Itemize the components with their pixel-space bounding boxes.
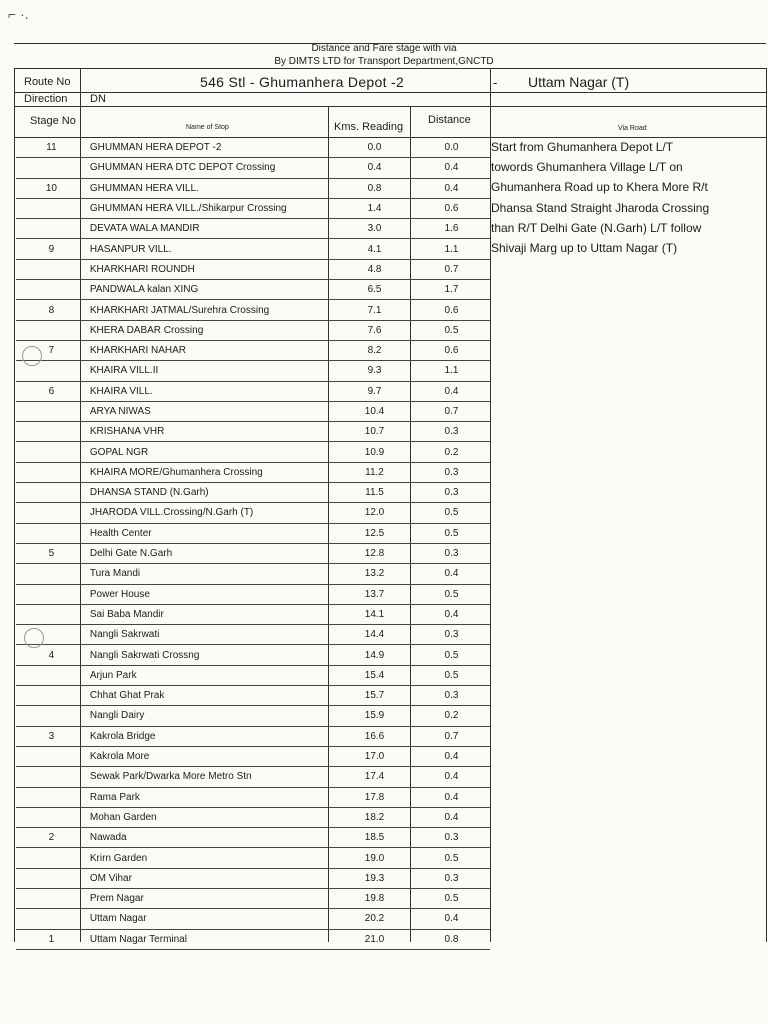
punch-hole bbox=[24, 628, 44, 648]
stage-number bbox=[16, 422, 87, 442]
stop-distance: 0.7 bbox=[413, 726, 490, 746]
stage-number: 2 bbox=[16, 828, 87, 848]
stop-distance: 0.5 bbox=[413, 665, 490, 685]
kms-reading: 13.2 bbox=[336, 564, 413, 584]
stop-name: Chhat Ghat Prak bbox=[87, 686, 336, 706]
stop-distance: 1.1 bbox=[413, 361, 490, 381]
via-line: Dhansa Stand Straight Jharoda Crossing bbox=[491, 200, 710, 215]
stop-name: GOPAL NGR bbox=[87, 442, 336, 462]
stop-name: Uttam Nagar bbox=[87, 909, 336, 929]
table-row bbox=[16, 868, 490, 888]
kms-reading: 13.7 bbox=[336, 584, 413, 604]
stage-number bbox=[16, 746, 87, 766]
stage-number bbox=[16, 888, 87, 908]
route-separator: - bbox=[493, 75, 498, 90]
kms-reading: 11.5 bbox=[336, 483, 413, 503]
stop-distance: 0.6 bbox=[413, 198, 490, 218]
stop-name: KRISHANA VHR bbox=[87, 422, 336, 442]
route-name: 546 Stl - Ghumanhera Depot -2 bbox=[200, 74, 405, 90]
stage-number: 9 bbox=[16, 239, 87, 259]
kms-reading: 15.9 bbox=[336, 706, 413, 726]
stops-table bbox=[16, 138, 490, 950]
stop-distance: 0.5 bbox=[413, 523, 490, 543]
kms-reading: 14.9 bbox=[336, 645, 413, 665]
stop-name: Arjun Park bbox=[87, 665, 336, 685]
stage-number bbox=[16, 442, 87, 462]
kms-reading: 0.0 bbox=[336, 138, 413, 158]
table-row bbox=[16, 929, 490, 949]
direction-value: DN bbox=[90, 93, 106, 105]
stage-number: 6 bbox=[16, 381, 87, 401]
stop-name: Nawada bbox=[87, 828, 336, 848]
route-no-label: Route No bbox=[24, 76, 71, 88]
stop-name: Kakrola More bbox=[87, 746, 336, 766]
kms-reading: 18.2 bbox=[336, 807, 413, 827]
stage-number bbox=[16, 686, 87, 706]
kms-reading: 20.2 bbox=[336, 909, 413, 929]
stop-name: Kakrola Bridge bbox=[87, 726, 336, 746]
stop-name: Uttam Nagar Terminal bbox=[87, 929, 336, 949]
kms-reading: 3.0 bbox=[336, 219, 413, 239]
kms-reading: 7.1 bbox=[336, 300, 413, 320]
via-road-description bbox=[491, 137, 767, 258]
stop-distance: 0.5 bbox=[413, 645, 490, 665]
kms-reading: 19.8 bbox=[336, 888, 413, 908]
stop-name: Krirn Garden bbox=[87, 848, 336, 868]
stage-number bbox=[16, 320, 87, 340]
stop-distance: 1.6 bbox=[413, 219, 490, 239]
document-subtitle: By DIMTS LTD for Transport Department,GNCTD bbox=[274, 56, 494, 67]
kms-reading: 8.2 bbox=[336, 340, 413, 360]
stop-name: Power House bbox=[87, 584, 336, 604]
stage-number bbox=[16, 868, 87, 888]
col-kms-header: Kms. Reading bbox=[334, 121, 404, 133]
stop-distance: 0.7 bbox=[413, 259, 490, 279]
table-row bbox=[16, 909, 490, 929]
kms-reading: 10.4 bbox=[336, 401, 413, 421]
table-row bbox=[16, 503, 490, 523]
stop-name: Nangli Sakrwati bbox=[87, 625, 336, 645]
stage-number bbox=[16, 483, 87, 503]
stop-name: ARYA NIWAS bbox=[87, 401, 336, 421]
table-row bbox=[16, 178, 490, 198]
kms-reading: 6.5 bbox=[336, 280, 413, 300]
stage-number bbox=[16, 219, 87, 239]
stop-name: KHARKHARI NAHAR bbox=[87, 340, 336, 360]
stop-name: GHUMMAN HERA DTC DEPOT Crossing bbox=[87, 158, 336, 178]
stop-name: KHARKHARI JATMAL/Surehra Crossing bbox=[87, 300, 336, 320]
route-destination: Uttam Nagar (T) bbox=[528, 74, 630, 90]
stop-distance: 0.4 bbox=[413, 807, 490, 827]
stage-number: 11 bbox=[16, 138, 87, 158]
table-row bbox=[16, 604, 490, 624]
kms-reading: 19.0 bbox=[336, 848, 413, 868]
kms-reading: 17.8 bbox=[336, 787, 413, 807]
stage-number bbox=[16, 158, 87, 178]
stage-number: 4 bbox=[16, 645, 87, 665]
stop-name: GHUMMAN HERA VILL./Shikarpur Crossing bbox=[87, 198, 336, 218]
table-row bbox=[16, 888, 490, 908]
table-row bbox=[16, 848, 490, 868]
stage-number bbox=[16, 787, 87, 807]
stop-distance: 0.8 bbox=[413, 929, 490, 949]
header-rule bbox=[14, 68, 766, 69]
stop-name: DHANSA STAND (N.Garh) bbox=[87, 483, 336, 503]
col-via-header: Via Road bbox=[618, 125, 647, 132]
stage-number bbox=[16, 807, 87, 827]
table-row bbox=[16, 686, 490, 706]
kms-reading: 10.9 bbox=[336, 442, 413, 462]
table-row bbox=[16, 767, 490, 787]
kms-reading: 12.8 bbox=[336, 543, 413, 563]
stop-distance: 0.6 bbox=[413, 340, 490, 360]
via-line: towords Ghumanhera Village L/T on bbox=[491, 160, 683, 175]
table-row bbox=[16, 665, 490, 685]
kms-reading: 15.7 bbox=[336, 686, 413, 706]
via-line: than R/T Delhi Gate (N.Garh) L/T follow bbox=[491, 220, 702, 235]
stop-distance: 0.4 bbox=[413, 787, 490, 807]
stop-name: Delhi Gate N.Garh bbox=[87, 543, 336, 563]
via-line: Ghumanhera Road up to Khera More R/t bbox=[491, 180, 708, 195]
stop-distance: 0.4 bbox=[413, 381, 490, 401]
stop-name: GHUMMAN HERA VILL. bbox=[87, 178, 336, 198]
stop-distance: 1.7 bbox=[413, 280, 490, 300]
kms-reading: 9.3 bbox=[336, 361, 413, 381]
stop-name: KHAIRA VILL. bbox=[87, 381, 336, 401]
stage-number bbox=[16, 848, 87, 868]
kms-reading: 17.0 bbox=[336, 746, 413, 766]
stop-name: Nangli Sakrwati Crossng bbox=[87, 645, 336, 665]
kms-reading: 0.8 bbox=[336, 178, 413, 198]
table-row bbox=[16, 381, 490, 401]
stop-distance: 0.5 bbox=[413, 584, 490, 604]
kms-reading: 16.6 bbox=[336, 726, 413, 746]
stop-name: Rama Park bbox=[87, 787, 336, 807]
kms-reading: 4.8 bbox=[336, 259, 413, 279]
kms-reading: 0.4 bbox=[336, 158, 413, 178]
kms-reading: 12.0 bbox=[336, 503, 413, 523]
table-row bbox=[16, 138, 490, 158]
table-row bbox=[16, 442, 490, 462]
kms-reading: 9.7 bbox=[336, 381, 413, 401]
kms-reading: 12.5 bbox=[336, 523, 413, 543]
table-row bbox=[16, 746, 490, 766]
kms-reading: 1.4 bbox=[336, 198, 413, 218]
table-row bbox=[16, 787, 490, 807]
stage-number bbox=[16, 909, 87, 929]
stop-distance: 0.2 bbox=[413, 442, 490, 462]
stop-distance: 0.2 bbox=[413, 706, 490, 726]
via-line: Shivaji Marg up to Uttam Nagar (T) bbox=[491, 241, 678, 256]
table-row bbox=[16, 158, 490, 178]
stop-distance: 0.6 bbox=[413, 300, 490, 320]
stop-distance: 0.4 bbox=[413, 158, 490, 178]
stage-number bbox=[16, 280, 87, 300]
stage-number: 7 bbox=[16, 340, 87, 360]
table-row bbox=[16, 625, 490, 645]
table-row bbox=[16, 543, 490, 563]
stop-name: Nangli Dairy bbox=[87, 706, 336, 726]
stage-number: 10 bbox=[16, 178, 87, 198]
via-line: Start from Ghumanhera Depot L/T bbox=[491, 140, 674, 154]
stage-number bbox=[16, 584, 87, 604]
stop-name: Tura Mandi bbox=[87, 564, 336, 584]
stop-name: PANDWALA kalan XING bbox=[87, 280, 336, 300]
stop-distance: 0.5 bbox=[413, 848, 490, 868]
kms-reading: 14.1 bbox=[336, 604, 413, 624]
stage-number: 3 bbox=[16, 726, 87, 746]
stop-distance: 0.4 bbox=[413, 604, 490, 624]
table-row bbox=[16, 462, 490, 482]
kms-reading: 19.3 bbox=[336, 868, 413, 888]
stop-distance: 0.3 bbox=[413, 868, 490, 888]
stop-name: Mohan Garden bbox=[87, 807, 336, 827]
stage-number bbox=[16, 259, 87, 279]
stop-distance: 0.4 bbox=[413, 746, 490, 766]
col-stage-header: Stage No bbox=[30, 115, 76, 127]
stop-distance: 1.1 bbox=[413, 239, 490, 259]
table-row bbox=[16, 300, 490, 320]
stop-distance: 0.3 bbox=[413, 828, 490, 848]
table-row bbox=[16, 239, 490, 259]
kms-reading: 21.0 bbox=[336, 929, 413, 949]
stop-distance: 0.4 bbox=[413, 178, 490, 198]
kms-reading: 7.6 bbox=[336, 320, 413, 340]
table-row bbox=[16, 280, 490, 300]
stage-number: 5 bbox=[16, 543, 87, 563]
stage-number bbox=[16, 503, 87, 523]
kms-reading: 15.4 bbox=[336, 665, 413, 685]
table-row bbox=[16, 807, 490, 827]
route-row-rule bbox=[14, 92, 766, 93]
stop-distance: 0.4 bbox=[413, 767, 490, 787]
stop-name: KHAIRA MORE/Ghumanhera Crossing bbox=[87, 462, 336, 482]
stop-name: OM Vihar bbox=[87, 868, 336, 888]
kms-reading: 17.4 bbox=[336, 767, 413, 787]
stop-distance: 0.3 bbox=[413, 625, 490, 645]
stop-distance: 0.0 bbox=[413, 138, 490, 158]
col-distance-header: Distance bbox=[428, 114, 471, 126]
scan-artifact-mark: ⌐ ·. bbox=[8, 6, 29, 22]
table-row bbox=[16, 726, 490, 746]
stop-distance: 0.3 bbox=[413, 422, 490, 442]
table-row bbox=[16, 645, 490, 665]
stop-name: GHUMMAN HERA DEPOT -2 bbox=[87, 138, 336, 158]
stop-name: KHERA DABAR Crossing bbox=[87, 320, 336, 340]
stage-number: 8 bbox=[16, 300, 87, 320]
document-title: Distance and Fare stage with via bbox=[311, 43, 457, 54]
stage-number bbox=[16, 767, 87, 787]
table-row bbox=[16, 422, 490, 442]
direction-label: Direction bbox=[24, 93, 68, 105]
stop-name: Health Center bbox=[87, 523, 336, 543]
kms-reading: 4.1 bbox=[336, 239, 413, 259]
table-row bbox=[16, 259, 490, 279]
stage-number bbox=[16, 401, 87, 421]
stage-number bbox=[16, 198, 87, 218]
left-border bbox=[14, 68, 15, 942]
stage-number bbox=[16, 706, 87, 726]
stop-distance: 0.3 bbox=[413, 543, 490, 563]
table-row bbox=[16, 401, 490, 421]
table-row bbox=[16, 320, 490, 340]
table-row bbox=[16, 198, 490, 218]
stop-distance: 0.3 bbox=[413, 483, 490, 503]
stop-name: Sewak Park/Dwarka More Metro Stn bbox=[87, 767, 336, 787]
table-row bbox=[16, 706, 490, 726]
stop-distance: 0.3 bbox=[413, 462, 490, 482]
table-row bbox=[16, 219, 490, 239]
stage-number bbox=[16, 604, 87, 624]
stage-number bbox=[16, 523, 87, 543]
stop-distance: 0.5 bbox=[413, 888, 490, 908]
stop-distance: 0.5 bbox=[413, 503, 490, 523]
stop-name: Prem Nagar bbox=[87, 888, 336, 908]
stop-distance: 0.5 bbox=[413, 320, 490, 340]
kms-reading: 11.2 bbox=[336, 462, 413, 482]
stop-distance: 0.4 bbox=[413, 909, 490, 929]
stage-number bbox=[16, 564, 87, 584]
stage-number: 1 bbox=[16, 929, 87, 949]
stop-name: JHARODA VILL.Crossing/N.Garh (T) bbox=[87, 503, 336, 523]
col-name-header: Name of Stop bbox=[186, 124, 229, 131]
stage-number bbox=[16, 665, 87, 685]
punch-hole bbox=[22, 346, 42, 366]
kms-reading: 14.4 bbox=[336, 625, 413, 645]
stop-distance: 0.3 bbox=[413, 686, 490, 706]
table-row bbox=[16, 828, 490, 848]
table-row bbox=[16, 483, 490, 503]
stop-distance: 0.7 bbox=[413, 401, 490, 421]
stop-name: Sai Baba Mandir bbox=[87, 604, 336, 624]
table-row bbox=[16, 564, 490, 584]
stop-name: KHAIRA VILL.II bbox=[87, 361, 336, 381]
stop-distance: 0.4 bbox=[413, 564, 490, 584]
direction-row-rule bbox=[14, 106, 766, 107]
stop-name: HASANPUR VILL. bbox=[87, 239, 336, 259]
stage-number bbox=[16, 462, 87, 482]
table-row bbox=[16, 361, 490, 381]
table-row bbox=[16, 584, 490, 604]
table-row bbox=[16, 340, 490, 360]
kms-reading: 18.5 bbox=[336, 828, 413, 848]
kms-reading: 10.7 bbox=[336, 422, 413, 442]
stop-name: DEVATA WALA MANDIR bbox=[87, 219, 336, 239]
table-row bbox=[16, 523, 490, 543]
stop-name: KHARKHARI ROUNDH bbox=[87, 259, 336, 279]
